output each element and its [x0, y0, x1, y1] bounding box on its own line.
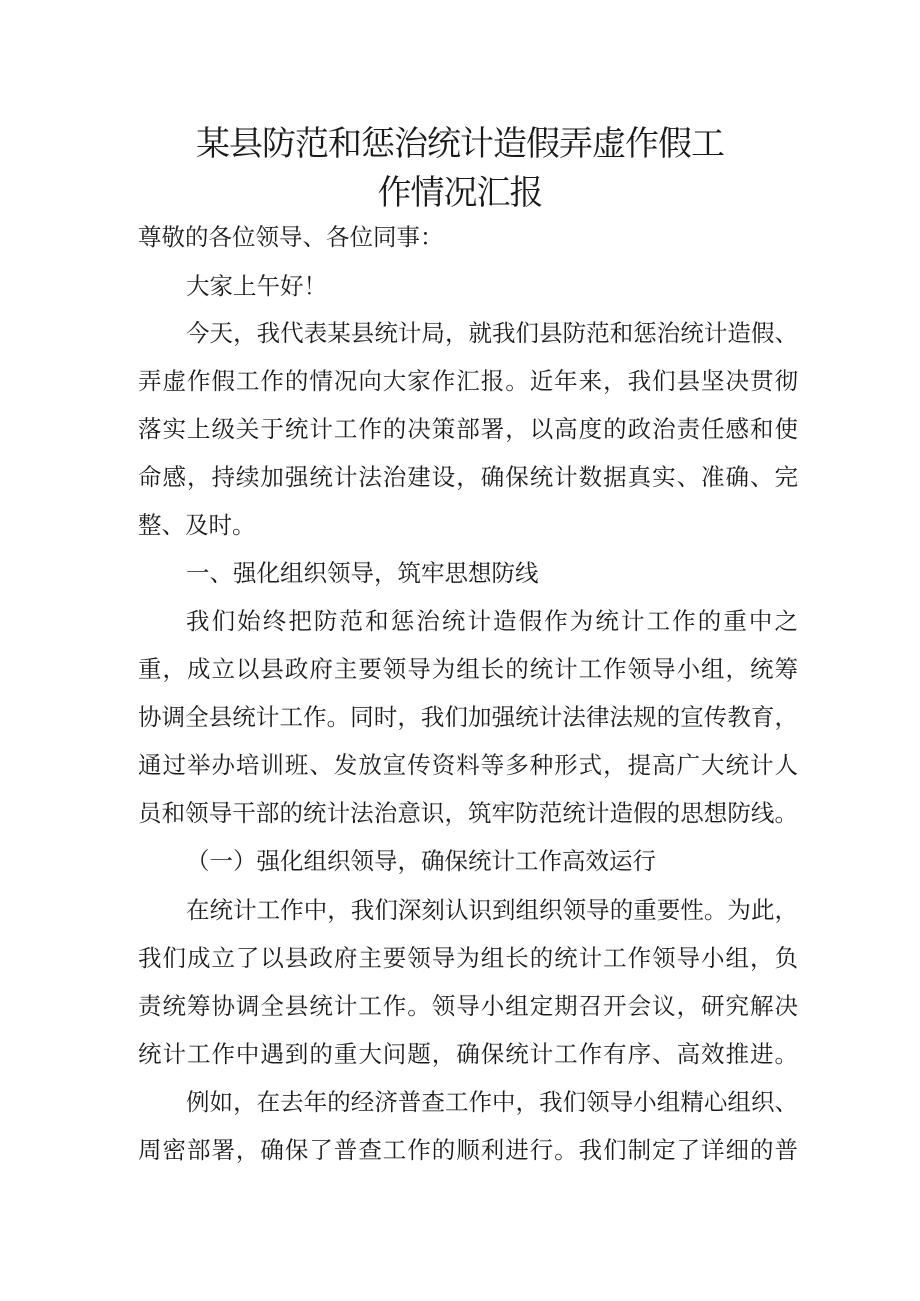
paragraph-line: 在统计工作中，我们深刻认识到组织领导的重要性。为此， — [186, 896, 798, 924]
paragraph-line: 周密部署，确保了普查工作的顺利进行。我们制定了详细的普 — [138, 1136, 798, 1164]
greeting: 尊敬的各位领导、各位同事： — [138, 223, 444, 251]
paragraph-line: 命感，持续加强统计法治建设，确保统计数据真实、准确、完 — [138, 463, 798, 491]
paragraph-line: 落实上级关于统计工作的决策部署，以高度的政治责任感和使 — [138, 415, 798, 443]
paragraph-line: 例如，在去年的经济普查工作中，我们领导小组精心组织、 — [186, 1088, 798, 1116]
paragraph-line: 我们成立了以县政府主要领导为组长的统计工作领导小组，负 — [138, 944, 798, 972]
section-heading: 一、强化组织领导，筑牢思想防线 — [186, 559, 539, 587]
paragraph-line: 员和领导干部的统计法治意识，筑牢防范统计造假的思想防线。 — [138, 799, 798, 827]
paragraph-line: 整、及时。 — [138, 511, 256, 539]
subsection-heading: （一）强化组织领导，确保统计工作高效运行 — [186, 847, 656, 875]
salutation: 大家上午好！ — [186, 272, 327, 300]
document-title-line-1: 某县防范和惩治统计造假弄虚作假工 — [196, 124, 724, 164]
paragraph-line: 通过举办培训班、发放宣传资料等多种形式，提高广大统计人 — [138, 751, 798, 779]
paragraph-line: 协调全县统计工作。同时，我们加强统计法律法规的宣传教育， — [138, 703, 798, 731]
document-title-line-2: 作情况汇报 — [377, 173, 543, 213]
paragraph-line: 重，成立以县政府主要领导为组长的统计工作领导小组，统筹 — [138, 655, 798, 683]
paragraph-line: 今天，我代表某县统计局，就我们县防范和惩治统计造假、 — [186, 319, 798, 347]
paragraph-line: 弄虚作假工作的情况向大家作汇报。近年来，我们县坚决贯彻 — [138, 367, 798, 395]
paragraph-line: 责统筹协调全县统计工作。领导小组定期召开会议，研究解决 — [138, 992, 798, 1020]
paragraph-line: 我们始终把防范和惩治统计造假作为统计工作的重中之 — [186, 607, 798, 635]
paragraph-line: 统计工作中遇到的重大问题，确保统计工作有序、高效推进。 — [138, 1040, 798, 1068]
